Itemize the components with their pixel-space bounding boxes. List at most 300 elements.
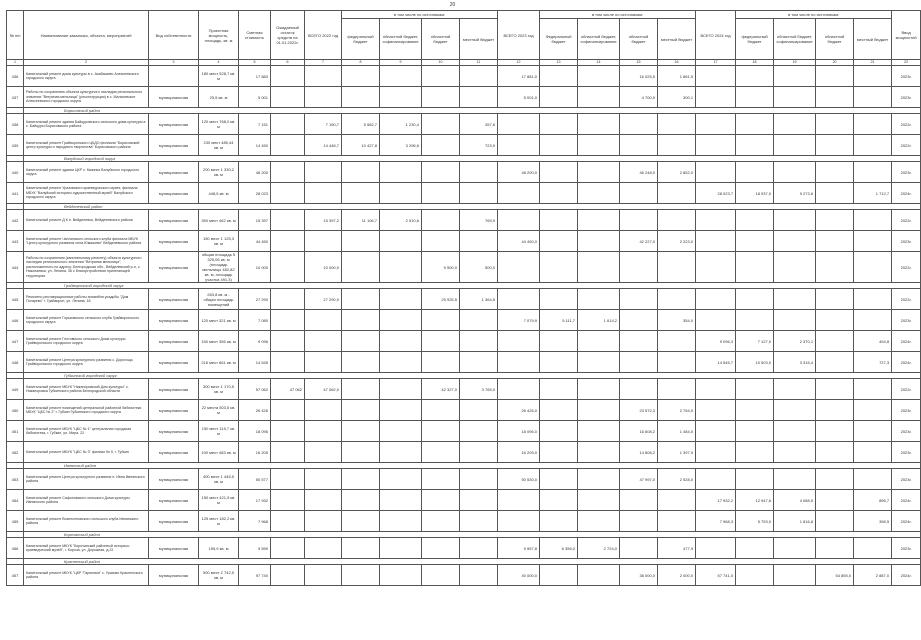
- column-number: 8: [342, 60, 380, 66]
- local-2024-cell: 1 712,7: [854, 183, 892, 204]
- ownership-cell: муниципальная: [149, 538, 199, 559]
- total-2024-cell: [696, 231, 736, 252]
- regional-2023-cell: [620, 511, 658, 532]
- total-2023-cell: [498, 490, 540, 511]
- total-2023-cell: 7 079,9: [498, 310, 540, 331]
- federal-2023-cell: [540, 565, 578, 586]
- total-2022-cell: [305, 511, 342, 532]
- year-cell: 2024г.: [892, 490, 921, 511]
- regional-2022-cell: [422, 66, 460, 87]
- remaining-cell: [271, 252, 305, 283]
- total-2022-cell: 14 448,7: [305, 135, 342, 156]
- regional-cofin-2023-cell: [578, 442, 620, 463]
- row-number: 441: [7, 183, 24, 204]
- local-2022-cell: 723,9: [460, 135, 498, 156]
- table-row: [7, 421, 921, 442]
- federal-2023-cell: [540, 379, 578, 400]
- regional-2024-cell: [816, 231, 854, 252]
- column-number: 18: [736, 60, 774, 66]
- federal-2022-cell: [342, 310, 380, 331]
- federal-2024-cell: [736, 66, 774, 87]
- regional-cofin-2024-cell: [774, 565, 816, 586]
- column-number: 14: [578, 60, 620, 66]
- regional-cofin-2023-cell: [578, 379, 620, 400]
- regional-2023-cell: 47 997,0: [620, 469, 658, 490]
- ownership-cell: муниципальная: [149, 162, 199, 183]
- regional-cofin-2022-cell: [380, 231, 422, 252]
- regional-2023-cell: [620, 352, 658, 373]
- capacity-cell: 283,8 кв. м - общая площадь помещений: [199, 289, 239, 310]
- total-2022-cell: 7 150,7: [305, 114, 342, 135]
- regional-2024-cell: [816, 114, 854, 135]
- row-number: 447: [7, 331, 24, 352]
- row-number: 453: [7, 469, 24, 490]
- row-number: 442: [7, 210, 24, 231]
- total-2022-cell: [305, 442, 342, 463]
- remaining-cell: [271, 538, 305, 559]
- ownership-cell: муниципальная: [149, 352, 199, 373]
- federal-2022-cell: [342, 352, 380, 373]
- cost-cell: 28 023: [239, 183, 271, 204]
- year-cell: 2024г.: [892, 331, 921, 352]
- regional-2024-cell: [816, 379, 854, 400]
- regional-cofin-2023-cell: [578, 114, 620, 135]
- total-2024-cell: 57 741,0: [696, 565, 736, 586]
- capacity-cell: 180 мест 528,7 кв. м: [199, 66, 239, 87]
- object-name: Капитальный ремонт Д.К п. Вейделевка, Вейделевского района: [24, 210, 149, 231]
- table-row: [7, 379, 921, 400]
- regional-cofin-2024-cell: 9 273,6: [774, 183, 816, 204]
- total-2022-cell: [305, 66, 342, 87]
- column-number: 7: [305, 60, 342, 66]
- object-name: Капитальный ремонт дома культуры в с. Акабашево Алексеевского городского округа: [24, 66, 149, 87]
- capacity-cell: 22 места 503,5 кв. м: [199, 400, 239, 421]
- row-number: 451: [7, 421, 24, 442]
- table-row: [7, 511, 921, 532]
- table-row: [7, 469, 921, 490]
- investment-table: [6, 10, 921, 586]
- total-2023-cell: 26 426,0: [498, 400, 540, 421]
- cost-cell: 5 001: [239, 87, 271, 108]
- cost-cell: 15 397: [239, 210, 271, 231]
- table-row: [7, 565, 921, 586]
- capacity-cell: 448,5 кв. м: [199, 183, 239, 204]
- header-local-2022: местный бюджет: [460, 19, 498, 60]
- year-cell: 2023г.: [892, 66, 921, 87]
- federal-2024-cell: [736, 114, 774, 135]
- row-number: 438: [7, 114, 24, 135]
- header-year-input: Ввод мощностей: [892, 11, 921, 60]
- regional-cofin-2024-cell: [774, 421, 816, 442]
- total-2023-cell: [498, 331, 540, 352]
- ownership-cell: муниципальная: [149, 135, 199, 156]
- header-regional-2023: областной бюджет: [620, 19, 658, 60]
- column-number: 5: [239, 60, 271, 66]
- year-cell: 2023г.: [892, 469, 921, 490]
- header-total-2024: ВСЕГО 2024 год: [696, 11, 736, 60]
- cost-cell: 44 450: [239, 231, 271, 252]
- row-number: 444: [7, 252, 24, 283]
- regional-2022-cell: [422, 114, 460, 135]
- header-total-2023: ВСЕГО 2023 год: [498, 11, 540, 60]
- remaining-cell: [271, 87, 305, 108]
- ownership-cell: муниципальная: [149, 252, 199, 283]
- ownership-cell: муниципальная: [149, 400, 199, 421]
- object-name: Работы по сохранению (капитальному ремонту) объекта культурного наследия регионального значения "Ветряная мельница", расположенного по адресу: Белгородская обл., Вейделевский р-н, с. Николаевка, ул. Ленина, 36 с благоустройством прилегающей территории: [24, 252, 149, 283]
- local-2022-cell: 500,0: [460, 252, 498, 283]
- header-total-2022: ВСЕГО 2022 год: [305, 11, 342, 60]
- local-2022-cell: [460, 538, 498, 559]
- header-regional-cofin-2023: областной бюджет, софинансирование: [578, 19, 620, 60]
- regional-2024-cell: [816, 135, 854, 156]
- local-2023-cell: 2 528,0: [658, 469, 696, 490]
- row-number: 439: [7, 135, 24, 156]
- federal-2023-cell: [540, 421, 578, 442]
- regional-2023-cell: [620, 379, 658, 400]
- federal-2024-cell: [736, 400, 774, 421]
- total-2022-cell: [305, 490, 342, 511]
- federal-2023-cell: [540, 210, 578, 231]
- table-row: [7, 231, 921, 252]
- regional-2024-cell: [816, 352, 854, 373]
- column-number: 12: [498, 60, 540, 66]
- federal-2022-cell: [342, 511, 380, 532]
- capacity-cell: 500 мест 2 742,5 кв. м: [199, 565, 239, 586]
- local-2024-cell: [854, 289, 892, 310]
- year-cell: 2022г.: [892, 210, 921, 231]
- section-title: Красненский район: [24, 559, 921, 565]
- regional-cofin-2023-cell: [578, 565, 620, 586]
- regional-2024-cell: [816, 310, 854, 331]
- regional-2023-cell: [620, 490, 658, 511]
- federal-2022-cell: 5 562,7: [342, 114, 380, 135]
- regional-cofin-2022-cell: [380, 66, 422, 87]
- total-2022-cell: [305, 183, 342, 204]
- year-cell: 2023г.: [892, 231, 921, 252]
- federal-2022-cell: [342, 231, 380, 252]
- cost-cell: 17 932: [239, 490, 271, 511]
- remaining-cell: [271, 162, 305, 183]
- row-number: 449: [7, 379, 24, 400]
- local-2023-cell: [658, 331, 696, 352]
- section-title: Ивнянский район: [24, 463, 921, 469]
- local-2023-cell: [658, 210, 696, 231]
- local-2023-cell: 2 223,0: [658, 231, 696, 252]
- local-2024-cell: [854, 162, 892, 183]
- federal-2022-cell: [342, 162, 380, 183]
- cost-cell: 16 205: [239, 442, 271, 463]
- regional-2024-cell: [816, 490, 854, 511]
- row-number: 450: [7, 400, 24, 421]
- regional-2023-cell: [620, 538, 658, 559]
- regional-cofin-2023-cell: 1 614,2: [578, 310, 620, 331]
- ownership-cell: [149, 66, 199, 87]
- capacity-cell: 400 мест 1 445,5 кв. м: [199, 469, 239, 490]
- regional-2024-cell: [816, 252, 854, 283]
- regional-2024-cell: [816, 183, 854, 204]
- total-2024-cell: [696, 379, 736, 400]
- column-number: 13: [540, 60, 578, 66]
- remaining-cell: [271, 114, 305, 135]
- year-cell: 2023г.: [892, 400, 921, 421]
- local-2024-cell: [854, 210, 892, 231]
- federal-2022-cell: [342, 331, 380, 352]
- local-2022-cell: [460, 565, 498, 586]
- regional-2023-cell: 4 700,9: [620, 87, 658, 108]
- regional-2022-cell: 42 327,0: [422, 379, 460, 400]
- federal-2022-cell: [342, 400, 380, 421]
- federal-2022-cell: [342, 183, 380, 204]
- total-2022-cell: [305, 565, 342, 586]
- total-2022-cell: [305, 421, 342, 442]
- federal-2023-cell: [540, 162, 578, 183]
- federal-2023-cell: [540, 252, 578, 283]
- regional-cofin-2022-cell: [380, 421, 422, 442]
- column-number: 3: [149, 60, 199, 66]
- section-title: Корочанский район: [24, 532, 921, 538]
- local-2023-cell: [658, 114, 696, 135]
- remaining-cell: [271, 490, 305, 511]
- regional-cofin-2024-cell: [774, 135, 816, 156]
- local-2024-cell: 727,3: [854, 352, 892, 373]
- object-name: Капитальный ремонт Центра культурного развития п. Ивня Ивнянского района: [24, 469, 149, 490]
- local-2024-cell: [854, 135, 892, 156]
- regional-2022-cell: [422, 210, 460, 231]
- row-number: 448: [7, 352, 24, 373]
- total-2022-cell: 27 290,0: [305, 289, 342, 310]
- regional-cofin-2022-cell: [380, 490, 422, 511]
- table-row: [7, 490, 921, 511]
- header-num: № п/п: [7, 11, 24, 60]
- remaining-cell: [271, 469, 305, 490]
- capacity-cell: 155,9 кв. м: [199, 538, 239, 559]
- capacity-cell: 150 мест 119,7 кв. м: [199, 421, 239, 442]
- header-local-2023: местный бюджет: [658, 19, 696, 60]
- regional-cofin-2022-cell: [380, 511, 422, 532]
- object-name: Капитальный ремонт Глотовского сельского Дома культуры Грайворонского городского округа: [24, 331, 149, 352]
- regional-cofin-2022-cell: [380, 87, 422, 108]
- federal-2023-cell: [540, 511, 578, 532]
- federal-2023-cell: [540, 352, 578, 373]
- total-2022-cell: 15 397,2: [305, 210, 342, 231]
- local-2024-cell: 2 887,0: [854, 565, 892, 586]
- local-2024-cell: [854, 252, 892, 283]
- total-2024-cell: 28 023,7: [696, 183, 736, 204]
- table-row: [7, 252, 921, 283]
- regional-cofin-2022-cell: [380, 469, 422, 490]
- local-2022-cell: 1 364,5: [460, 289, 498, 310]
- regional-2022-cell: 9 500,0: [422, 252, 460, 283]
- year-cell: 2022г.: [892, 379, 921, 400]
- regional-cofin-2023-cell: [578, 400, 620, 421]
- table-row: [7, 400, 921, 421]
- total-2022-cell: [305, 538, 342, 559]
- federal-2024-cell: [736, 210, 774, 231]
- year-cell: 2024г.: [892, 183, 921, 204]
- object-name: Капитальный ремонт Сафоновского сельского Дома культуры Ивнянского района: [24, 490, 149, 511]
- year-cell: 2024г.: [892, 565, 921, 586]
- row-number: 457: [7, 565, 24, 586]
- total-2023-cell: [498, 511, 540, 532]
- remaining-cell: [271, 352, 305, 373]
- table-row: [7, 162, 921, 183]
- regional-cofin-2024-cell: 1 816,8: [774, 511, 816, 532]
- column-number: 16: [658, 60, 696, 66]
- regional-2022-cell: [422, 87, 460, 108]
- header-sources-2024: в том числе по источникам:: [736, 11, 892, 19]
- total-2024-cell: [696, 442, 736, 463]
- local-2023-cell: [658, 352, 696, 373]
- regional-2024-cell: [816, 469, 854, 490]
- total-2024-cell: 17 932,2: [696, 490, 736, 511]
- section-title: Грайворонский городской округ: [24, 283, 921, 289]
- federal-2024-cell: [736, 310, 774, 331]
- row-number: 454: [7, 490, 24, 511]
- regional-cofin-2024-cell: [774, 469, 816, 490]
- regional-cofin-2024-cell: [774, 379, 816, 400]
- regional-cofin-2022-cell: 2 510,6: [380, 210, 422, 231]
- row-number: 455: [7, 511, 24, 532]
- table-row: [7, 87, 921, 108]
- regional-2022-cell: [422, 310, 460, 331]
- total-2024-cell: [696, 469, 736, 490]
- year-cell: 2023г.: [892, 442, 921, 463]
- remaining-cell: [271, 183, 305, 204]
- cost-cell: 7 080: [239, 310, 271, 331]
- column-number: 22: [892, 60, 921, 66]
- total-2024-cell: [696, 87, 736, 108]
- total-2022-cell: [305, 87, 342, 108]
- federal-2022-cell: [342, 379, 380, 400]
- federal-2022-cell: [342, 421, 380, 442]
- remaining-cell: [271, 442, 305, 463]
- federal-2023-cell: [540, 231, 578, 252]
- federal-2024-cell: [736, 87, 774, 108]
- cost-cell: 48 200: [239, 162, 271, 183]
- regional-cofin-2024-cell: [774, 289, 816, 310]
- federal-2023-cell: 6 356,0: [540, 538, 578, 559]
- local-2023-cell: 1 397,0: [658, 442, 696, 463]
- federal-2022-cell: 10 427,8: [342, 135, 380, 156]
- regional-cofin-2024-cell: [774, 210, 816, 231]
- regional-2024-cell: [816, 538, 854, 559]
- cost-cell: 18 096: [239, 421, 271, 442]
- regional-2024-cell: 54 855,0: [816, 565, 854, 586]
- remaining-cell: [271, 331, 305, 352]
- object-name: Капитальный ремонт МБУК "ЦБС № 3" филиал № 5, г. Губкин: [24, 442, 149, 463]
- total-2022-cell: [305, 231, 342, 252]
- local-2022-cell: 769,9: [460, 210, 498, 231]
- cost-cell: 97 740: [239, 565, 271, 586]
- local-2023-cell: [658, 135, 696, 156]
- regional-cofin-2022-cell: [380, 538, 422, 559]
- federal-2024-cell: 5 753,0: [736, 511, 774, 532]
- local-2022-cell: [460, 469, 498, 490]
- federal-2023-cell: [540, 87, 578, 108]
- federal-2023-cell: 5 111,7: [540, 310, 578, 331]
- regional-2024-cell: [816, 66, 854, 87]
- ownership-cell: муниципальная: [149, 331, 199, 352]
- section-title: Борисовский район: [24, 108, 921, 114]
- total-2024-cell: [696, 66, 736, 87]
- local-2024-cell: [854, 442, 892, 463]
- year-cell: 2024г.: [892, 352, 921, 373]
- local-2022-cell: [460, 490, 498, 511]
- local-2023-cell: [658, 511, 696, 532]
- header-ownership: Вид собственности: [149, 11, 199, 60]
- local-2022-cell: 3 765,0: [460, 379, 498, 400]
- total-2023-cell: 16 205,0: [498, 442, 540, 463]
- total-2022-cell: [305, 352, 342, 373]
- regional-cofin-2022-cell: 1 230,4: [380, 114, 422, 135]
- regional-2022-cell: [422, 565, 460, 586]
- regional-2023-cell: [620, 310, 658, 331]
- local-2022-cell: [460, 66, 498, 87]
- total-2024-cell: 9 096,3: [696, 331, 736, 352]
- regional-2023-cell: 23 572,3: [620, 400, 658, 421]
- local-2023-cell: [658, 183, 696, 204]
- row-number: 446: [7, 310, 24, 331]
- header-sources-2023: в том числе по источникам:: [540, 11, 696, 19]
- regional-2023-cell: [620, 289, 658, 310]
- ownership-cell: муниципальная: [149, 421, 199, 442]
- local-2023-cell: 1 861,5: [658, 66, 696, 87]
- cost-cell: 27 290: [239, 289, 271, 310]
- ownership-cell: муниципальная: [149, 210, 199, 231]
- local-2022-cell: [460, 310, 498, 331]
- local-2023-cell: 2 852,0: [658, 162, 696, 183]
- table-row: [7, 135, 921, 156]
- regional-2023-cell: 38 000,0: [620, 565, 658, 586]
- object-name: Капитальный ремонт здания Байцуровского сельского дома культуры в с. Байцуры Борисовского района: [24, 114, 149, 135]
- section-title: Губкинский городской округ: [24, 373, 921, 379]
- column-number: 6: [271, 60, 305, 66]
- regional-2023-cell: 46 248,0: [620, 162, 658, 183]
- column-number: 11: [460, 60, 498, 66]
- regional-cofin-2022-cell: [380, 352, 422, 373]
- cost-cell: 9 096: [239, 331, 271, 352]
- regional-cofin-2023-cell: [578, 469, 620, 490]
- regional-cofin-2022-cell: [380, 331, 422, 352]
- regional-cofin-2024-cell: 4 088,5: [774, 490, 816, 511]
- federal-2023-cell: [540, 183, 578, 204]
- table-row: [7, 289, 921, 310]
- remaining-cell: [271, 421, 305, 442]
- local-2022-cell: [460, 511, 498, 532]
- year-cell: 2024г.: [892, 511, 921, 532]
- total-2023-cell: [498, 352, 540, 373]
- row-number: 440: [7, 162, 24, 183]
- local-2024-cell: [854, 538, 892, 559]
- object-name: Капитальный ремонт МКУК "ЦКР "Гармония" с. Уразово Красненского района: [24, 565, 149, 586]
- header-name: Наименование заказчика, объекта, мероприятий: [24, 11, 149, 60]
- local-2022-cell: [460, 87, 498, 108]
- year-cell: 2022г.: [892, 289, 921, 310]
- regional-2024-cell: [816, 511, 854, 532]
- regional-cofin-2022-cell: [380, 400, 422, 421]
- federal-2023-cell: [540, 135, 578, 156]
- total-2024-cell: [696, 310, 736, 331]
- regional-cofin-2024-cell: [774, 442, 816, 463]
- regional-2023-cell: [620, 135, 658, 156]
- federal-2023-cell: [540, 442, 578, 463]
- federal-2024-cell: 10 503,0: [736, 352, 774, 373]
- regional-cofin-2024-cell: [774, 114, 816, 135]
- total-2023-cell: [498, 183, 540, 204]
- remaining-cell: [271, 210, 305, 231]
- total-2023-cell: [498, 252, 540, 283]
- regional-cofin-2023-cell: [578, 490, 620, 511]
